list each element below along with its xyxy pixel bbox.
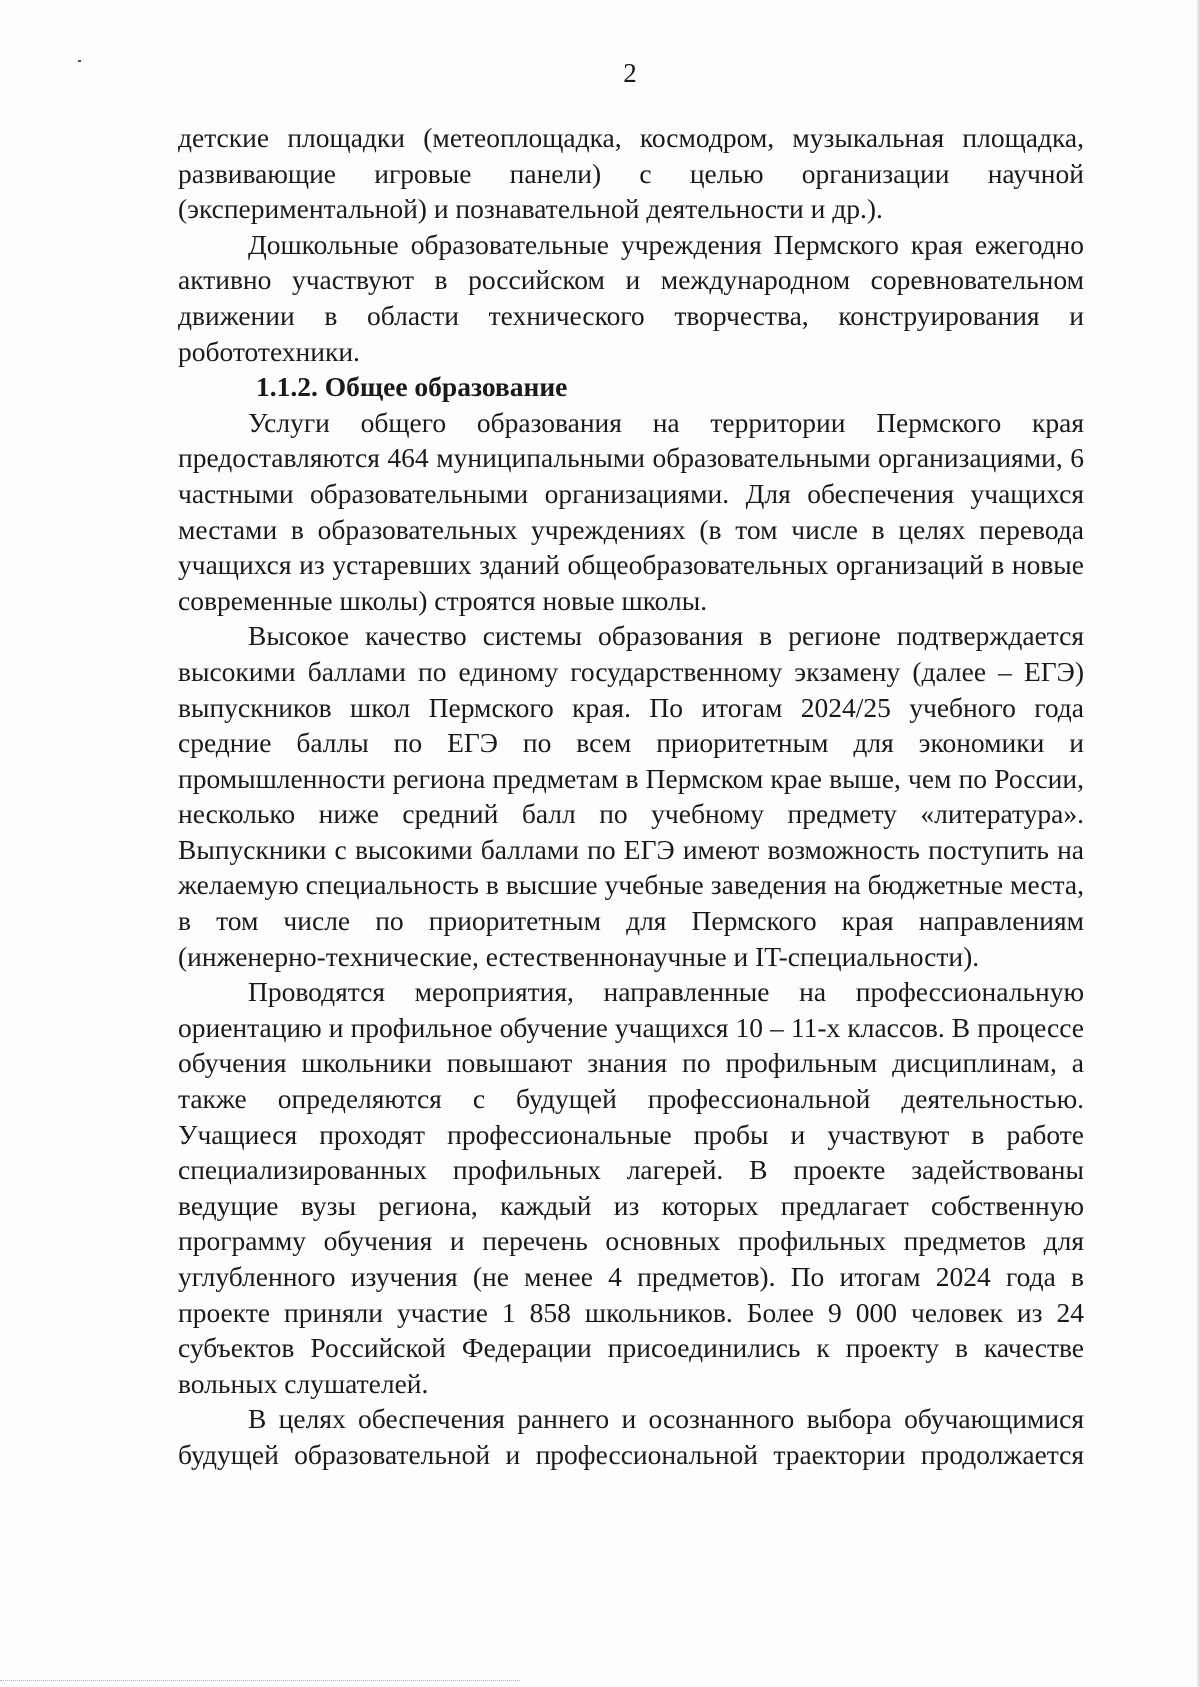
page-number: 2 [623,58,637,88]
section-heading: 1.1.2. Общее образование [256,371,568,403]
document-body [178,120,1084,1473]
paragraph: Высокое качество системы образования в регионе подтверждается высокими баллами по единому государственному экзамену (далее – ЕГЭ) выпускников школ Пермского края. По итогам 2024/25 учебного года средние баллы по ЕГЭ по всем приоритетным для экономики и промышленности региона предметам в Пермском крае выше, чем по России, несколько ниже средний балл по учебному предмету «литература». Выпускники с высокими баллами по ЕГЭ имеют возможность поступить на желаемую специальность в высшие учебные заведения на бюджетные места, в том числе по приоритетным для Пермского края направлениям (инженерно-технические, естественнонаучные и IT-специальности). [178,620,1084,972]
paragraph: Проводятся мероприятия, направленные на профессиональную ориентацию и профильное обучение учащихся 10 – 11-х классов. В процессе обучения школьники повышают знания по профильным дисциплинам, а также определяются с будущей профессиональной деятельностью. Учащиеся проходят профессиональные пробы и участвуют в работе специализированных профильных лагерей. В проекте задействованы ведущие вузы региона, каждый из которых предлагает собственную программу обучения и перечень основных профильных предметов для углубленного изучения (не менее 4 предметов). По итогам 2024 года в проекте приняли участие 1 858 школьников. Более 9 000 человек из 24 субъектов Российской Федерации присоединились к проекту в качестве вольных слушателей. [178,976,1084,1399]
paragraph-continuation: детские площадки (метеоплощадка, космодром, музыкальная площадка, развивающие игровые панели) с целью организации научной (экспериментальной) и познавательной деятельности и др.). [178,122,1084,225]
paragraph: Дошкольные образовательные учреждения Пермского края ежегодно активно участвуют в российском и международном соревновательном движении в области технического творчества, конструирования и робототехники. [178,228,1084,367]
paragraph-truncated: В целях обеспечения раннего и осознанного выбора обучающимися будущей образовательной и профессиональной траектории продолжается [178,1403,1084,1470]
scan-noise [0,1680,520,1687]
paragraph: Услуги общего образования на территории Пермского края предоставляются 464 муниципальными образовательными организациями, 6 частными образовательными организациями. Для обеспечения учащихся местами в образовательных учреждениях (в том числе в целях перевода учащихся из устаревших зданий общеобразовательных организаций в новые современные школы) строятся новые школы. [178,406,1084,616]
